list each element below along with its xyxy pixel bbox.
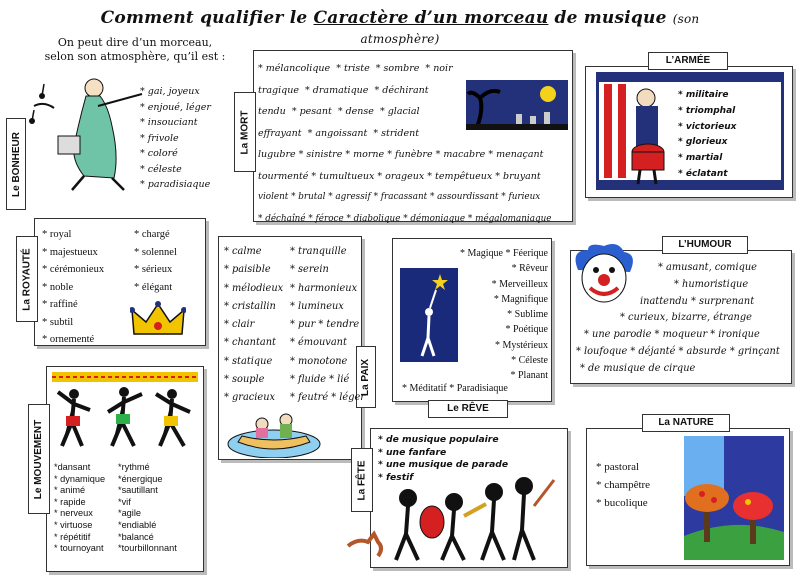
list-item: * paisible — [224, 264, 271, 276]
royaute-list-1 — [42, 226, 104, 349]
list-item: * glorieux — [678, 137, 728, 148]
list-item: * triomphal — [678, 105, 736, 116]
intro-text: On peut dire d’un morceau, selon son atmosphère, qu’il est : — [44, 36, 226, 63]
list-item: *agile — [118, 508, 141, 519]
list-item: * statique — [224, 355, 273, 367]
list-item: * loufoque * déjanté * absurde * grinçant — [576, 345, 780, 357]
humour-words — [576, 260, 788, 378]
list-item: * feutré * léger — [290, 392, 365, 404]
fete-label: La FÊTE — [351, 448, 373, 512]
mort-row: violent * brutal * agressif * fracassant * assourdissant * furieux — [258, 192, 541, 202]
mouvement-label: Le MOUVEMENT — [28, 404, 50, 514]
armee-list — [678, 88, 736, 183]
list-item: * monotone — [290, 355, 348, 367]
list-item: *vif — [118, 496, 131, 507]
list-item: * élégant — [134, 281, 173, 293]
list-item: * paradisiaque — [140, 179, 211, 190]
paix-list-2 — [290, 243, 365, 408]
list-item: *rythmé — [118, 462, 150, 472]
crown-icon — [130, 300, 186, 340]
list-item: * clair — [224, 319, 255, 331]
list-item: * Magnifique — [493, 293, 548, 305]
list-item: * cristallin — [224, 300, 276, 312]
list-item: * Poétique — [505, 324, 548, 336]
royaute-list-2 — [134, 226, 177, 296]
page-title: Comment qualifier le Caractère d’un morceau de musique (son atmosphère) — [100, 8, 700, 46]
list-item: * animé — [54, 485, 86, 496]
list-item: * lumineux — [290, 300, 344, 312]
list-item: * répétitif — [54, 531, 91, 542]
dancers-illustration — [52, 372, 198, 454]
list-item: * tournoyant — [54, 543, 104, 554]
list-item: * Merveilleux — [491, 278, 548, 290]
list-item: * nerveux — [54, 508, 93, 519]
list-item: *balancé — [118, 531, 154, 542]
humour-label: L’HUMOUR — [662, 236, 748, 254]
list-item: * une parodie * moqueur * ironique — [584, 329, 760, 341]
paix-list-1 — [224, 243, 283, 408]
list-item: * Magique * Féerique — [459, 248, 548, 259]
list-item: * une fanfare — [378, 446, 447, 458]
canoe-couple-illustration — [226, 408, 322, 458]
bonheur-label: Le BONHEUR — [6, 118, 26, 210]
list-item: * ornementé — [42, 334, 95, 345]
list-item: * chargé — [134, 229, 170, 240]
list-item: * raffiné — [42, 299, 78, 310]
list-item: * sérieux — [134, 264, 173, 275]
list-item: * militaire — [678, 90, 729, 100]
mort-label: La MORT — [234, 92, 256, 172]
list-item: * éclatant — [678, 168, 728, 179]
list-item: * chantant — [224, 337, 276, 349]
bonheur-list — [140, 84, 211, 193]
list-item: * noble — [42, 281, 74, 293]
mort-row: tendu * pesant * dense * glacial — [258, 106, 420, 117]
list-item: * victorieux — [678, 121, 737, 132]
list-item: * solennel — [134, 246, 177, 258]
list-item: * cérémonieux — [42, 264, 105, 275]
mort-row: tourmenté * tumultueux * orageux * tempêtueux * bruyant — [258, 170, 541, 182]
list-item: * dynamique — [54, 473, 106, 484]
reve-last-line: * Méditatif * Paradisiaque — [402, 383, 508, 394]
mouvement-list-1 — [54, 462, 105, 555]
list-item: * émouvant — [290, 337, 347, 349]
list-item: * de musique de cirque — [580, 362, 696, 374]
list-item: * Mystérieux — [494, 339, 548, 351]
mort-row: effrayant * angoissant * strident — [258, 127, 420, 139]
list-item: * pur * tendre — [290, 319, 360, 331]
list-item: * Planant — [510, 370, 548, 382]
list-item: * majestueux — [42, 246, 98, 258]
list-item: * serein — [290, 264, 329, 276]
list-item: *endiablé — [118, 519, 157, 530]
list-item: * fluide * lié — [290, 374, 350, 386]
list-item: * frivole — [140, 132, 179, 144]
list-item: * insouciant — [140, 117, 198, 128]
trees-illustration — [684, 436, 784, 560]
list-item: * amusant, comique — [658, 262, 757, 273]
list-item: * curieux, bizarre, étrange — [620, 312, 752, 324]
reve-label: Le RÊVE — [428, 400, 508, 418]
list-item: * Sublime — [507, 309, 548, 321]
nature-list — [596, 458, 650, 512]
haunted-tree-illustration — [466, 80, 568, 130]
list-item: * tranquille — [290, 246, 347, 257]
mort-row: * déchaîné * féroce * diabolique * démoniaque * mégalomaniaque — [258, 213, 552, 224]
list-item: * gai, joyeux — [140, 86, 200, 97]
list-item: * harmonieux — [290, 282, 358, 294]
list-item: * martial — [678, 153, 723, 164]
mort-row: lugubre * sinistre * morne * funèbre * macabre * menaçant — [258, 149, 544, 160]
mort-row: * mélancolique * triste * sombre * noir — [258, 63, 453, 74]
list-item: * enjoué, léger — [140, 101, 211, 113]
list-item: * bucolique — [596, 497, 648, 509]
list-item: * humoristique — [674, 278, 749, 290]
list-item: * calme — [224, 246, 262, 257]
list-item: * virtuose — [54, 519, 93, 530]
list-item: * souple — [224, 374, 265, 386]
list-item: * une musique de parade — [378, 459, 509, 470]
list-item: *dansant — [54, 462, 91, 472]
mouvement-list-2 — [118, 462, 177, 555]
armee-label: L’ARMÉE — [648, 52, 728, 70]
list-item: * Céleste — [511, 355, 548, 367]
list-item: *énergique — [118, 473, 163, 484]
mort-row: tragique * dramatique * déchirant — [258, 84, 429, 96]
list-item: * de musique populaire — [378, 434, 499, 445]
list-item: * mélodieux — [224, 282, 284, 294]
list-item: * rapide — [54, 496, 86, 507]
royaute-label: La ROYAUTÉ — [16, 236, 38, 322]
list-item: * festif — [378, 471, 414, 483]
brass-band-illustration — [344, 476, 566, 566]
list-item: * coloré — [140, 148, 178, 159]
list-item: * champêtre — [596, 479, 651, 491]
paix-label: La PAIX — [356, 346, 376, 408]
list-item: *tourbillonnant — [118, 543, 177, 554]
list-item: * Rêveur — [511, 263, 548, 275]
list-item: * gracieux — [224, 392, 276, 404]
list-item: * céleste — [140, 163, 182, 175]
list-item: inattendu * surprenant — [640, 295, 755, 307]
list-item: *sautillant — [118, 485, 158, 496]
nature-label: La NATURE — [642, 414, 730, 432]
reve-list — [440, 246, 548, 384]
list-item: * subtil — [42, 316, 74, 328]
happy-man-illustration — [24, 66, 144, 194]
list-item: * pastoral — [596, 461, 640, 473]
list-item: * royal — [42, 229, 72, 240]
